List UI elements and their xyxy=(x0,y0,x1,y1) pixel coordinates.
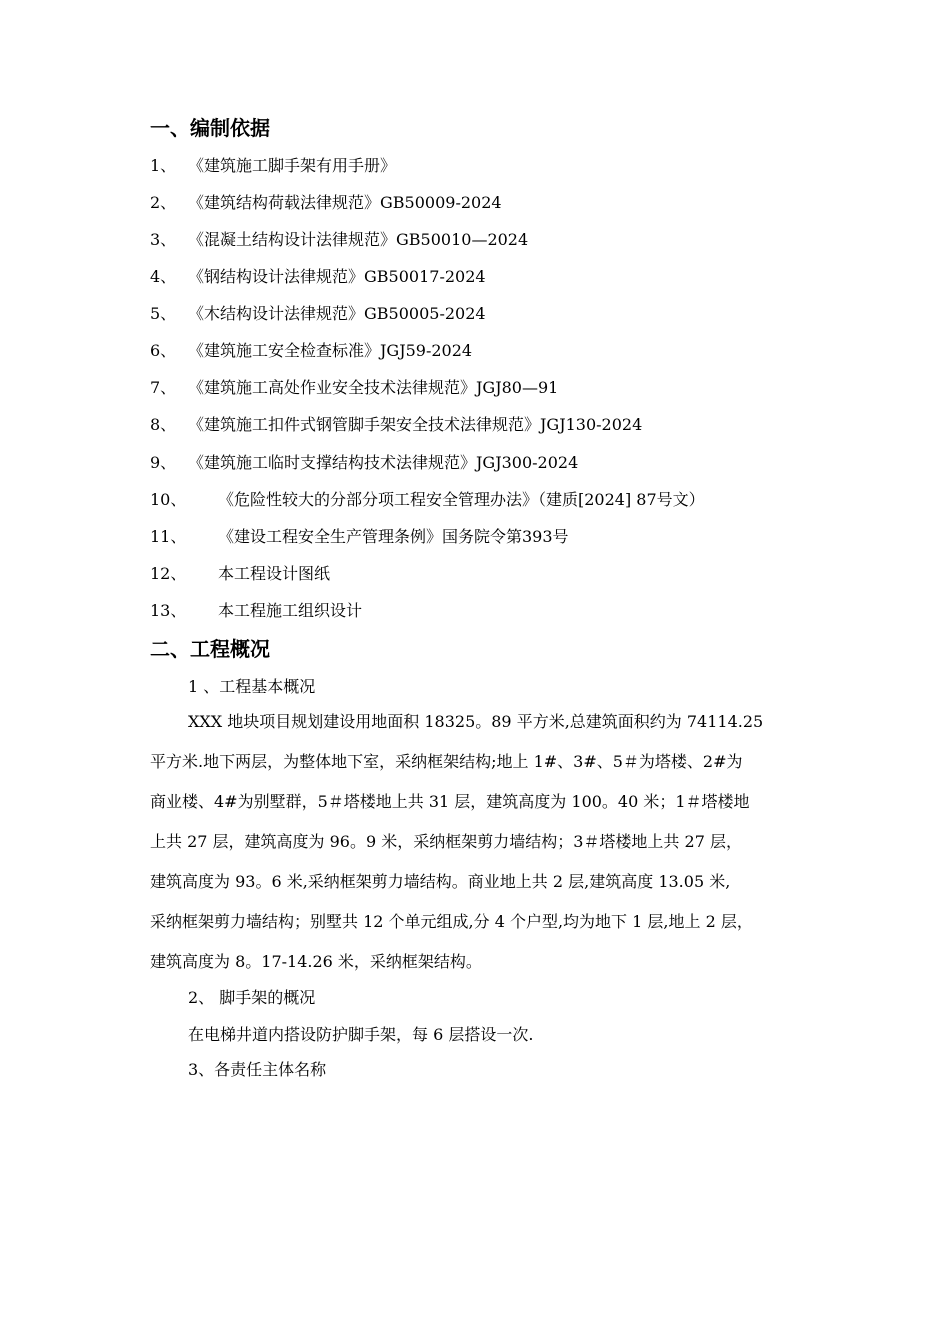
list-item-number: 2、 xyxy=(150,193,177,212)
list-item xyxy=(150,526,569,548)
list-item-text: 《建筑施工高处作业安全技术法律规范》JGJ80—91 xyxy=(188,378,559,397)
subsection-title: 1 、工程基本概况 xyxy=(188,677,316,696)
list-item-number: 3、 xyxy=(150,230,177,249)
paragraph-line: 平方米.地下两层，为整体地下室，采纳框架结构;地上 1#、3#、5＃为塔楼、2#为 xyxy=(150,752,743,771)
list-item-text: 《危险性较大的分部分项工程安全管理办法》（建质[2024] 87号文） xyxy=(218,490,705,509)
subsection-text: 在电梯井道内搭设防护脚手架，每 6 层搭设一次. xyxy=(188,1025,534,1044)
list-item-text: 《混凝土结构设计法律规范》GB50010—2024 xyxy=(188,230,529,249)
list-item xyxy=(150,489,705,511)
list-item-number: 8、 xyxy=(150,415,177,434)
list-item xyxy=(150,229,528,251)
section-heading-overview: 二、工程概况 xyxy=(150,637,270,661)
list-item-text: 《建设工程安全生产管理条例》国务院令第393号 xyxy=(218,527,569,546)
list-item xyxy=(150,192,502,214)
list-item xyxy=(150,563,330,585)
list-item xyxy=(150,377,558,399)
list-item xyxy=(150,600,362,622)
list-item-text: 本工程设计图纸 xyxy=(218,564,331,583)
list-item-number: 11、 xyxy=(150,527,187,546)
list-item-number: 9、 xyxy=(150,453,177,472)
list-item xyxy=(150,414,642,436)
paragraph-line: 商业楼、4#为别墅群，5＃塔楼地上共 31 层，建筑高度为 100。40 米；1＃塔楼地 xyxy=(150,792,750,811)
list-item-number: 13、 xyxy=(150,601,187,620)
paragraph-line: 上共 27 层，建筑高度为 96。9 米，采纳框架剪力墙结构；3＃塔楼地上共 27 层， xyxy=(150,832,742,851)
list-item-number: 5、 xyxy=(150,304,177,323)
list-item-number: 1、 xyxy=(150,156,177,175)
paragraph-line: 采纳框架剪力墙结构；别墅共 12 个单元组成,分 4 个户型,均为地下 1 层,地上 2 层， xyxy=(150,912,753,931)
list-item-number: 4、 xyxy=(150,267,177,286)
list-item-text: 本工程施工组织设计 xyxy=(218,601,363,620)
paragraph-line: 建筑高度为 93。6 米,采纳框架剪力墙结构。商业地上共 2 层,建筑高度 13.05 米, xyxy=(150,872,731,891)
list-item xyxy=(150,452,578,474)
list-item-number: 10、 xyxy=(150,490,187,509)
paragraph-line: XXX 地块项目规划建设用地面积 18325。89 平方米,总建筑面积约为 74114.25 xyxy=(188,712,764,731)
list-item-number: 7、 xyxy=(150,378,177,397)
list-item-number: 12、 xyxy=(150,564,187,583)
subsection-title: 2、 脚手架的概况 xyxy=(188,988,316,1007)
section-heading-basis: 一、编制依据 xyxy=(150,116,270,140)
list-item-text: 《建筑施工脚手架有用手册》 xyxy=(188,156,397,175)
subsection-title: 3、各责任主体名称 xyxy=(188,1060,327,1079)
list-item-text: 《建筑施工扣件式钢管脚手架安全技术法律规范》JGJ130-2024 xyxy=(188,415,643,434)
list-item-text: 《建筑施工临时支撑结构技术法律规范》JGJ300-2024 xyxy=(188,453,579,472)
list-item-text: 《建筑结构荷载法律规范》GB50009-2024 xyxy=(188,193,502,212)
list-item-text: 《钢结构设计法律规范》GB50017-2024 xyxy=(188,267,486,286)
list-item-text: 《建筑施工安全检查标准》JGJ59-2024 xyxy=(188,341,473,360)
overview-paragraph xyxy=(150,711,840,981)
paragraph-line: 建筑高度为 8。17-14.26 米，采纳框架结构。 xyxy=(150,952,482,971)
list-item xyxy=(150,155,396,177)
list-item xyxy=(150,266,486,288)
list-item xyxy=(150,340,472,362)
list-item-number: 6、 xyxy=(150,341,177,360)
list-item-text: 《木结构设计法律规范》GB50005-2024 xyxy=(188,304,486,323)
list-item xyxy=(150,303,486,325)
